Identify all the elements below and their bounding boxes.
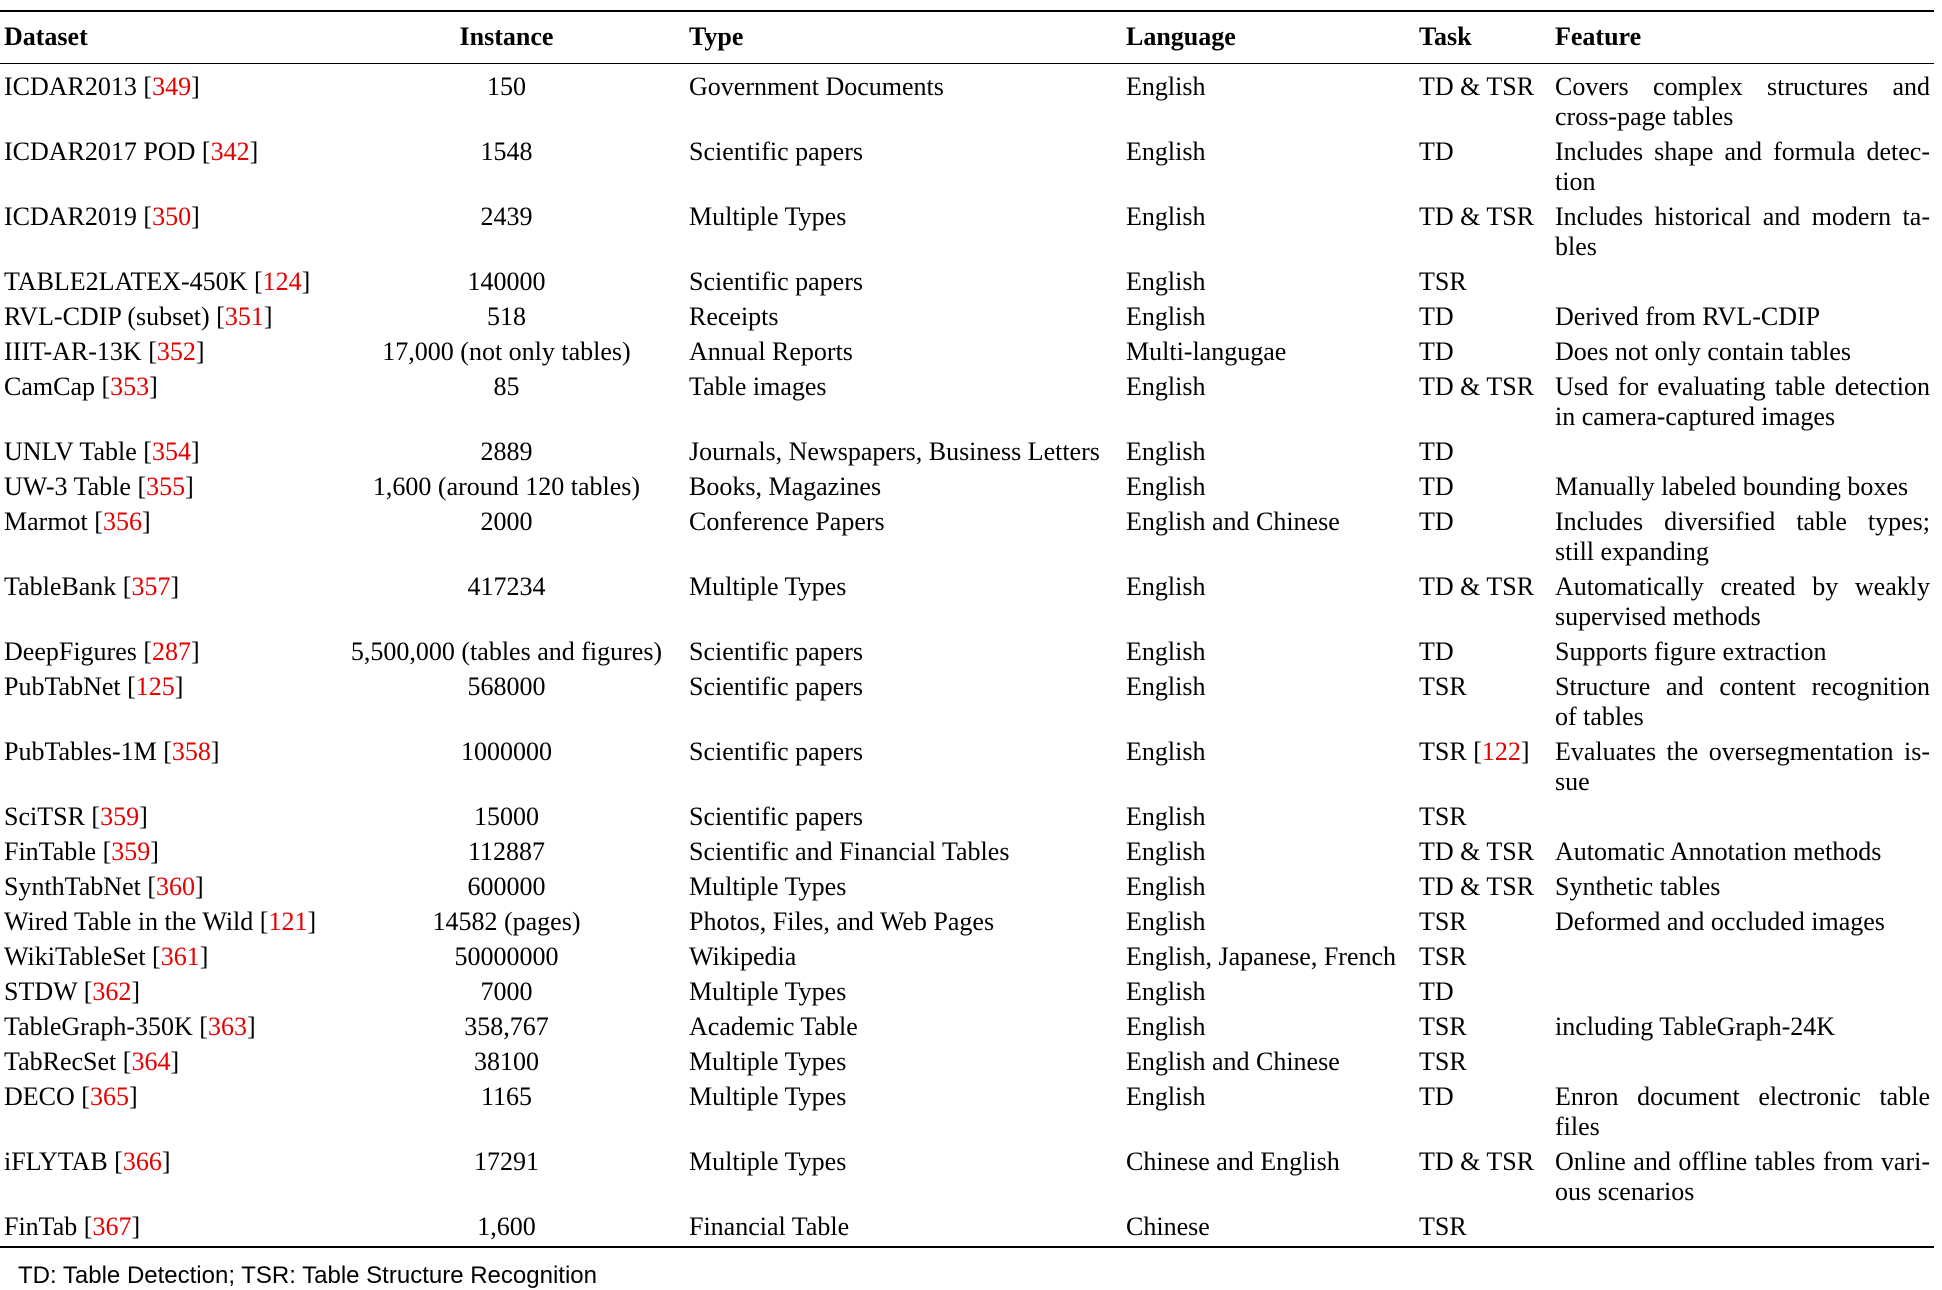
citation-link[interactable]: 352 xyxy=(156,336,196,366)
type-cell: Multiple Types xyxy=(689,201,847,231)
dataset-cell: Marmot [356] xyxy=(4,506,151,536)
table-row xyxy=(0,134,1934,199)
dataset-table xyxy=(0,10,1934,1248)
citation-link[interactable]: 364 xyxy=(131,1046,171,1076)
dataset-name: TabRecSet xyxy=(4,1046,117,1076)
instance-cell: 1000000 xyxy=(461,736,552,766)
dataset-name: RVL-CDIP (subset) xyxy=(4,301,210,331)
task-label: TSR xyxy=(1419,1011,1467,1041)
dataset-name: STDW xyxy=(4,976,78,1006)
citation-link[interactable]: 365 xyxy=(89,1081,129,1111)
feature-cell: Synthetic tables xyxy=(1555,871,1721,901)
type-cell: Scientific papers xyxy=(689,801,863,831)
instance-cell: 17,000 (not only tables) xyxy=(382,336,631,366)
language-cell: English xyxy=(1126,1011,1206,1041)
table-row xyxy=(0,1144,1934,1209)
type-cell: Receipts xyxy=(689,301,779,331)
dataset-name: UW-3 Table xyxy=(4,471,131,501)
table-footnote: TD: Table Detection; TSR: Table Structure Recognition xyxy=(18,1262,597,1289)
language-cell: English xyxy=(1126,671,1206,701)
dataset-cell: FinTable [359] xyxy=(4,836,159,866)
dataset-cell: RVL-CDIP (subset) [351] xyxy=(4,301,273,331)
dataset-cell: ICDAR2017 POD [342] xyxy=(4,136,259,166)
language-cell: English xyxy=(1126,371,1206,401)
feature-cell xyxy=(1551,939,1934,974)
instance-cell: 15000 xyxy=(474,801,539,831)
task-label: TD xyxy=(1419,301,1454,331)
language-cell: English xyxy=(1126,266,1206,296)
feature-cell xyxy=(1551,974,1934,1009)
instance-cell: 150 xyxy=(487,71,526,101)
dataset-name: IIIT-AR-13K xyxy=(4,336,142,366)
dataset-cell: DeepFigures [287] xyxy=(4,636,200,666)
language-cell: English and Chinese xyxy=(1126,1046,1340,1076)
instance-cell: 140000 xyxy=(467,266,546,296)
language-cell: Multi-langugae xyxy=(1126,336,1287,366)
citation-link[interactable]: 356 xyxy=(102,506,142,536)
dataset-cell: PubTables-1M [358] xyxy=(4,736,220,766)
language-cell: English, Japanese, French xyxy=(1126,941,1397,971)
task-label: TD & TSR xyxy=(1419,371,1535,401)
task-cell xyxy=(1415,134,1551,199)
dataset-name: TABLE2LATEX-450K xyxy=(4,266,248,296)
language-cell: English xyxy=(1126,201,1206,231)
feature-cell: including TableGraph-24K xyxy=(1555,1011,1836,1041)
language-cell: English xyxy=(1126,636,1206,666)
feature-cell: Deformed and occluded images xyxy=(1555,906,1885,936)
dataset-cell: WikiTableSet [361] xyxy=(4,941,209,971)
dataset-name: TableGraph-350K xyxy=(4,1011,193,1041)
type-cell: Multiple Types xyxy=(689,571,847,601)
dataset-name: FinTab xyxy=(4,1211,78,1241)
header-dataset: Dataset xyxy=(0,11,328,63)
type-cell: Multiple Types xyxy=(689,1046,847,1076)
instance-cell: 568000 xyxy=(467,671,546,701)
language-cell: English xyxy=(1126,436,1206,466)
dataset-cell: SynthTabNet [360] xyxy=(4,871,204,901)
table-row xyxy=(0,1079,1934,1144)
task-cell xyxy=(1415,939,1551,974)
dataset-name: iFLYTAB xyxy=(4,1146,108,1176)
table-row xyxy=(0,369,1934,434)
citation-link[interactable]: 124 xyxy=(262,266,302,296)
feature-cell: Online and offline tables from various scenarios xyxy=(1555,1146,1930,1206)
citation-link[interactable]: 287 xyxy=(152,636,192,666)
type-cell: Multiple Types xyxy=(689,871,847,901)
language-cell: English xyxy=(1126,1081,1206,1111)
instance-cell: 2439 xyxy=(480,201,533,231)
table-row xyxy=(0,264,1934,299)
task-cell xyxy=(1415,299,1551,334)
language-cell: Chinese xyxy=(1122,1209,1415,1247)
feature-cell: Evaluates the oversegmentation issue xyxy=(1555,736,1930,796)
task-cell xyxy=(1415,669,1551,734)
task-cell xyxy=(1415,63,1551,134)
task-cell xyxy=(1415,369,1551,434)
language-cell: English xyxy=(1126,71,1206,101)
dataset-name: WikiTableSet xyxy=(4,941,146,971)
header-instance: Instance xyxy=(328,11,685,63)
language-cell: English xyxy=(1126,836,1206,866)
header-task: Task xyxy=(1415,11,1551,63)
citation-link[interactable]: 353 xyxy=(110,371,150,401)
language-cell: English xyxy=(1126,301,1206,331)
task-cell xyxy=(1415,569,1551,634)
type-cell: Books, Magazines xyxy=(689,471,882,501)
dataset-name: UNLV Table xyxy=(4,436,137,466)
citation-link[interactable]: 122 xyxy=(1481,736,1521,766)
dataset-name: PubTables-1M xyxy=(4,736,157,766)
instance-cell: 417234 xyxy=(467,571,546,601)
citation-link[interactable]: 125 xyxy=(135,671,175,701)
header-language: Language xyxy=(1122,11,1415,63)
dataset-cell: CamCap [353] xyxy=(4,371,158,401)
dataset-name: ICDAR2017 POD xyxy=(4,136,196,166)
citation-link[interactable]: 362 xyxy=(92,976,132,1006)
instance-cell: 1165 xyxy=(480,1081,533,1111)
task-label: TD & TSR xyxy=(1419,71,1535,101)
task-label: TSR xyxy=(1419,941,1467,971)
task-cell xyxy=(1415,1209,1551,1247)
dataset-cell: UW-3 Table [355] xyxy=(4,471,194,501)
dataset-name: PubTabNet xyxy=(4,671,121,701)
instance-cell: 85 xyxy=(493,371,520,401)
language-cell: English xyxy=(1126,801,1206,831)
feature-cell xyxy=(1551,264,1934,299)
task-cell xyxy=(1415,1044,1551,1079)
feature-cell: Automatically created by weakly supervised methods xyxy=(1555,571,1930,631)
type-cell: Government Documents xyxy=(689,71,944,101)
citation-link[interactable]: 366 xyxy=(122,1146,162,1176)
task-cell xyxy=(1415,974,1551,1009)
type-cell: Multiple Types xyxy=(689,1146,847,1176)
citation-link[interactable]: 360 xyxy=(156,871,196,901)
feature-cell xyxy=(1551,799,1934,834)
task-cell xyxy=(1415,469,1551,504)
type-cell: Wikipedia xyxy=(689,941,797,971)
task-label: TD & TSR xyxy=(1419,871,1535,901)
table-row xyxy=(0,469,1934,504)
type-cell: Scientific papers xyxy=(689,136,863,166)
dataset-cell: TabRecSet [364] xyxy=(4,1046,180,1076)
feature-cell: Supports figure extraction xyxy=(1555,636,1827,666)
feature-cell xyxy=(1551,1044,1934,1079)
dataset-name: CamCap xyxy=(4,371,95,401)
dataset-name: DECO xyxy=(4,1081,75,1111)
type-cell: Annual Reports xyxy=(689,336,853,366)
table-row xyxy=(0,904,1934,939)
type-cell: Multiple Types xyxy=(689,1081,847,1111)
language-cell: Chinese and English xyxy=(1126,1146,1340,1176)
dataset-name: DeepFigures xyxy=(4,636,137,666)
table-row xyxy=(0,939,1934,974)
table-row xyxy=(0,1209,1934,1247)
dataset-cell: SciTSR [359] xyxy=(4,801,148,831)
dataset-cell: iFLYTAB [366] xyxy=(4,1146,171,1176)
header-type: Type xyxy=(685,11,1122,63)
table-row xyxy=(0,334,1934,369)
feature-cell: Does not only contain tables xyxy=(1555,336,1852,366)
feature-cell: Structure and content recognition of tables xyxy=(1555,671,1930,731)
citation-link[interactable]: 350 xyxy=(152,201,192,231)
feature-cell: Includes shape and formula detection xyxy=(1555,136,1930,196)
language-cell: English xyxy=(1126,736,1206,766)
citation-link[interactable]: 359 xyxy=(100,801,140,831)
language-cell: English xyxy=(1126,571,1206,601)
task-label: TD xyxy=(1419,506,1454,536)
header-row xyxy=(0,11,1934,63)
dataset-cell: STDW [362] xyxy=(4,976,141,1006)
feature-cell: Includes historical and modern tables xyxy=(1555,201,1930,261)
dataset-cell: UNLV Table [354] xyxy=(4,436,200,466)
task-cell xyxy=(1415,264,1551,299)
type-cell: Scientific papers xyxy=(689,266,863,296)
task-label: TD xyxy=(1419,471,1454,501)
instance-cell: 1,600 xyxy=(328,1209,685,1247)
type-cell: Scientific papers xyxy=(689,671,863,701)
instance-cell: 112887 xyxy=(467,836,546,866)
task-cell xyxy=(1415,834,1551,869)
table-row xyxy=(0,634,1934,669)
language-cell: English xyxy=(1126,906,1206,936)
task-cell xyxy=(1415,199,1551,264)
task-cell xyxy=(1415,334,1551,369)
table-row xyxy=(0,669,1934,734)
feature-cell: Enron document electronic table files xyxy=(1555,1081,1930,1141)
citation-link[interactable]: 355 xyxy=(146,471,186,501)
dataset-name: SciTSR xyxy=(4,801,85,831)
instance-cell: 50000000 xyxy=(454,941,559,971)
task-label: TSR xyxy=(1419,1046,1467,1076)
task-cell xyxy=(1415,504,1551,569)
type-cell: Financial Table xyxy=(685,1209,1122,1247)
dataset-name: ICDAR2019 xyxy=(4,201,137,231)
feature-cell: Covers complex structures and cross-page tables xyxy=(1555,71,1930,131)
feature-cell: Automatic Annotation methods xyxy=(1555,836,1882,866)
citation-link[interactable]: 361 xyxy=(160,941,200,971)
task-cell: TSR [122] xyxy=(1419,736,1530,766)
citation-link[interactable]: 349 xyxy=(152,71,192,101)
instance-cell: 518 xyxy=(487,301,526,331)
table-row xyxy=(0,1044,1934,1079)
task-cell xyxy=(1415,1009,1551,1044)
task-label: TD & TSR xyxy=(1419,201,1535,231)
dataset-name: SynthTabNet xyxy=(4,871,141,901)
table-row xyxy=(0,199,1934,264)
instance-cell: 358,767 xyxy=(464,1011,549,1041)
citation-link[interactable]: 357 xyxy=(131,571,171,601)
table-row xyxy=(0,504,1934,569)
dataset-cell: PubTabNet [125] xyxy=(4,671,184,701)
instance-cell: 17291 xyxy=(474,1146,539,1176)
task-label: TSR xyxy=(1419,671,1467,701)
task-cell xyxy=(1415,1079,1551,1144)
dataset-cell: TableGraph-350K [363] xyxy=(4,1011,256,1041)
instance-cell: 2000 xyxy=(480,506,533,536)
dataset-cell: DECO [365] xyxy=(4,1081,138,1111)
dataset-name: TableBank xyxy=(4,571,117,601)
task-label: TD & TSR xyxy=(1419,1146,1535,1176)
language-cell: English xyxy=(1126,976,1206,1006)
feature-cell: Derived from RVL-CDIP xyxy=(1555,301,1821,331)
dataset-cell: Wired Table in the Wild [121] xyxy=(4,906,317,936)
dataset-cell: ICDAR2019 [350] xyxy=(4,201,200,231)
dataset-name: ICDAR2013 xyxy=(4,71,137,101)
dataset-cell: FinTab [367] xyxy=(0,1209,328,1247)
table-row xyxy=(0,434,1934,469)
task-label: TD xyxy=(1419,136,1454,166)
task-cell xyxy=(1415,434,1551,469)
table-row xyxy=(0,1009,1934,1044)
citation-link[interactable]: 351 xyxy=(224,301,264,331)
task-label: TSR xyxy=(1419,736,1467,766)
dataset-name: Wired Table in the Wild xyxy=(4,906,254,936)
type-cell: Conference Papers xyxy=(689,506,885,536)
instance-cell: 2889 xyxy=(480,436,533,466)
task-cell xyxy=(1415,869,1551,904)
language-cell: English xyxy=(1126,471,1206,501)
type-cell: Journals, Newspapers, Business Letters xyxy=(689,436,1100,466)
language-cell: English and Chinese xyxy=(1126,506,1340,536)
instance-cell: 1548 xyxy=(480,136,533,166)
dataset-cell: TableBank [357] xyxy=(4,571,180,601)
citation-link[interactable]: 342 xyxy=(210,136,250,166)
feature-cell: Manually labeled bounding boxes xyxy=(1555,471,1909,501)
task-cell xyxy=(1415,904,1551,939)
task-label: TSR xyxy=(1419,1211,1467,1241)
language-cell: English xyxy=(1126,136,1206,166)
table-row xyxy=(0,569,1934,634)
type-cell: Multiple Types xyxy=(689,976,847,1006)
table-row xyxy=(0,974,1934,1009)
table-row xyxy=(0,734,1934,799)
citation-link[interactable]: 121 xyxy=(268,906,308,936)
task-label: TD xyxy=(1419,336,1454,366)
instance-cell: 14582 (pages) xyxy=(432,906,581,936)
feature-cell xyxy=(1551,434,1934,469)
table-row xyxy=(0,63,1934,134)
task-label: TD & TSR xyxy=(1419,571,1535,601)
task-label: TSR xyxy=(1419,906,1467,936)
instance-cell: 5,500,000 (tables and figures) xyxy=(350,636,663,666)
task-cell xyxy=(1415,1144,1551,1209)
task-label: TSR xyxy=(1419,801,1467,831)
task-cell xyxy=(1415,799,1551,834)
type-cell: Table images xyxy=(689,371,827,401)
task-label: TSR xyxy=(1419,266,1467,296)
task-label: TD xyxy=(1419,636,1454,666)
header-feature: Feature xyxy=(1551,11,1934,63)
table-row xyxy=(0,869,1934,904)
type-cell: Scientific papers xyxy=(689,636,863,666)
task-label: TD xyxy=(1419,1081,1454,1111)
citation-link[interactable]: 363 xyxy=(207,1011,247,1041)
citation-link[interactable]: 359 xyxy=(111,836,151,866)
dataset-name: FinTable xyxy=(4,836,97,866)
citation-link[interactable]: 354 xyxy=(151,436,191,466)
dataset-cell: IIIT-AR-13K [352] xyxy=(4,336,205,366)
table-row xyxy=(0,834,1934,869)
task-cell xyxy=(1415,634,1551,669)
language-cell: English xyxy=(1126,871,1206,901)
type-cell: Scientific and Financial Tables xyxy=(689,836,1010,866)
feature-cell xyxy=(1551,1209,1934,1247)
dataset-name: Marmot xyxy=(4,506,88,536)
type-cell: Photos, Files, and Web Pages xyxy=(689,906,995,936)
citation-link[interactable]: 358 xyxy=(171,736,211,766)
instance-cell: 38100 xyxy=(474,1046,539,1076)
task-label: TD xyxy=(1419,436,1454,466)
table-row xyxy=(0,799,1934,834)
task-label: TD xyxy=(1419,976,1454,1006)
feature-cell: Used for evaluating table detection in camera-captured images xyxy=(1555,371,1930,431)
type-cell: Scientific papers xyxy=(689,736,863,766)
citation-link[interactable]: 367 xyxy=(92,1211,132,1241)
table-body xyxy=(0,63,1934,1247)
instance-cell: 600000 xyxy=(467,871,546,901)
table-row xyxy=(0,299,1934,334)
instance-cell: 1,600 (around 120 tables) xyxy=(372,471,641,501)
type-cell: Academic Table xyxy=(689,1011,858,1041)
dataset-cell: TABLE2LATEX-450K [124] xyxy=(4,266,311,296)
dataset-cell: ICDAR2013 [349] xyxy=(4,71,200,101)
task-label: TD & TSR xyxy=(1419,836,1535,866)
feature-cell: Includes diversified table types; still expanding xyxy=(1555,506,1930,566)
instance-cell: 7000 xyxy=(480,976,533,1006)
